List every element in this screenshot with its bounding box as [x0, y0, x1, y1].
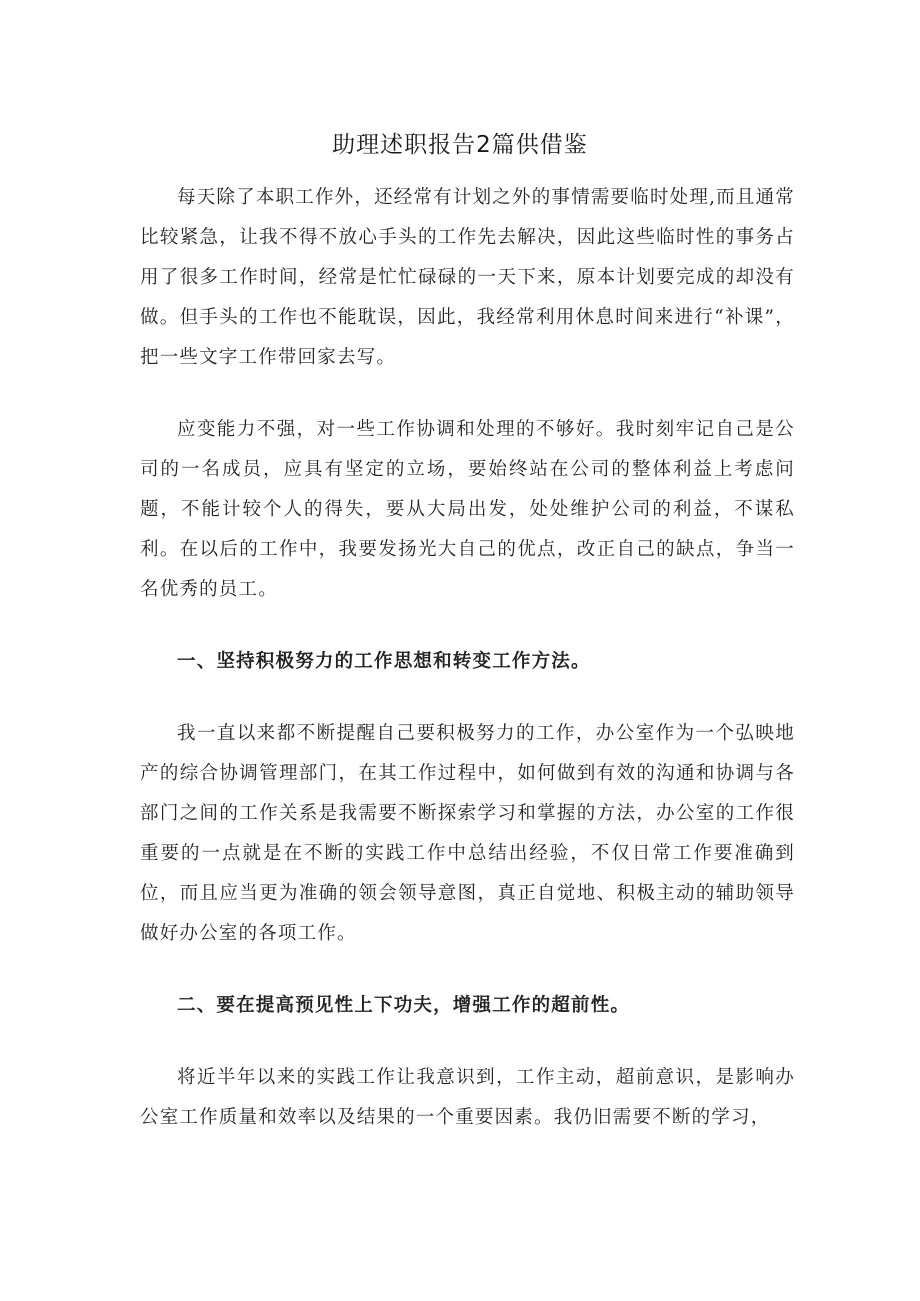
paragraph-gap	[140, 378, 795, 410]
paragraph-3: 我一直以来都不断提醒自己要积极努力的工作，办公室作为一个弘映地产的综合协调管理部门，在其工作过程中，如何做到有效的沟通和协调与各部门之间的工作关系是我需要不断探索学习和掌握的方法，办公室的工作很重要的一点就是在不断的实践工作中总结出经验，不仅日常工作要准确到位，而且应当更为准确的领会领导意图，真正自觉地、积极主动的辅助领导做好办公室的各项工作。	[140, 723, 795, 944]
document-body	[140, 178, 795, 1138]
paragraph-gap	[140, 682, 795, 714]
document-title: 助理述职报告2篇供借鉴	[332, 132, 588, 158]
paragraph-gap	[140, 1026, 795, 1058]
section-heading-1: 一、坚持积极努力的工作思想和转变工作方法。	[177, 651, 591, 672]
paragraph-gap	[140, 954, 795, 986]
paragraph-4: 将近半年以来的实践工作让我意识到，工作主动，超前意识，是影响办公室工作质量和效率以及结果的一个重要因素。我仍旧需要不断的学习，	[140, 1067, 795, 1128]
paragraph-1: 每天除了本职工作外，还经常有计划之外的事情需要临时处理,而且通常比较紧急，让我不得不放心手头的工作先去解决，因此这些临时性的事务占用了很多工作时间，经常是忙忙碌碌的一天下来，原本计划要完成的却没有做。但手头的工作也不能耽误，因此，我经常利用休息时间来进行“补课”，把一些文字工作带回家去写。	[140, 187, 795, 368]
section-heading-2: 二、要在提高预见性上下功夫，增强工作的超前性。	[177, 995, 631, 1016]
paragraph-2: 应变能力不强，对一些工作协调和处理的不够好。我时刻牢记自己是公司的一名成员，应具有坚定的立场，要始终站在公司的整体利益上考虑问题，不能计较个人的得失，要从大局出发，处处维护公司的利益，不谋私利。在以后的工作中，我要发扬光大自己的优点，改正自己的缺点，争当一名优秀的员工。	[140, 419, 795, 600]
paragraph-gap	[140, 610, 795, 642]
